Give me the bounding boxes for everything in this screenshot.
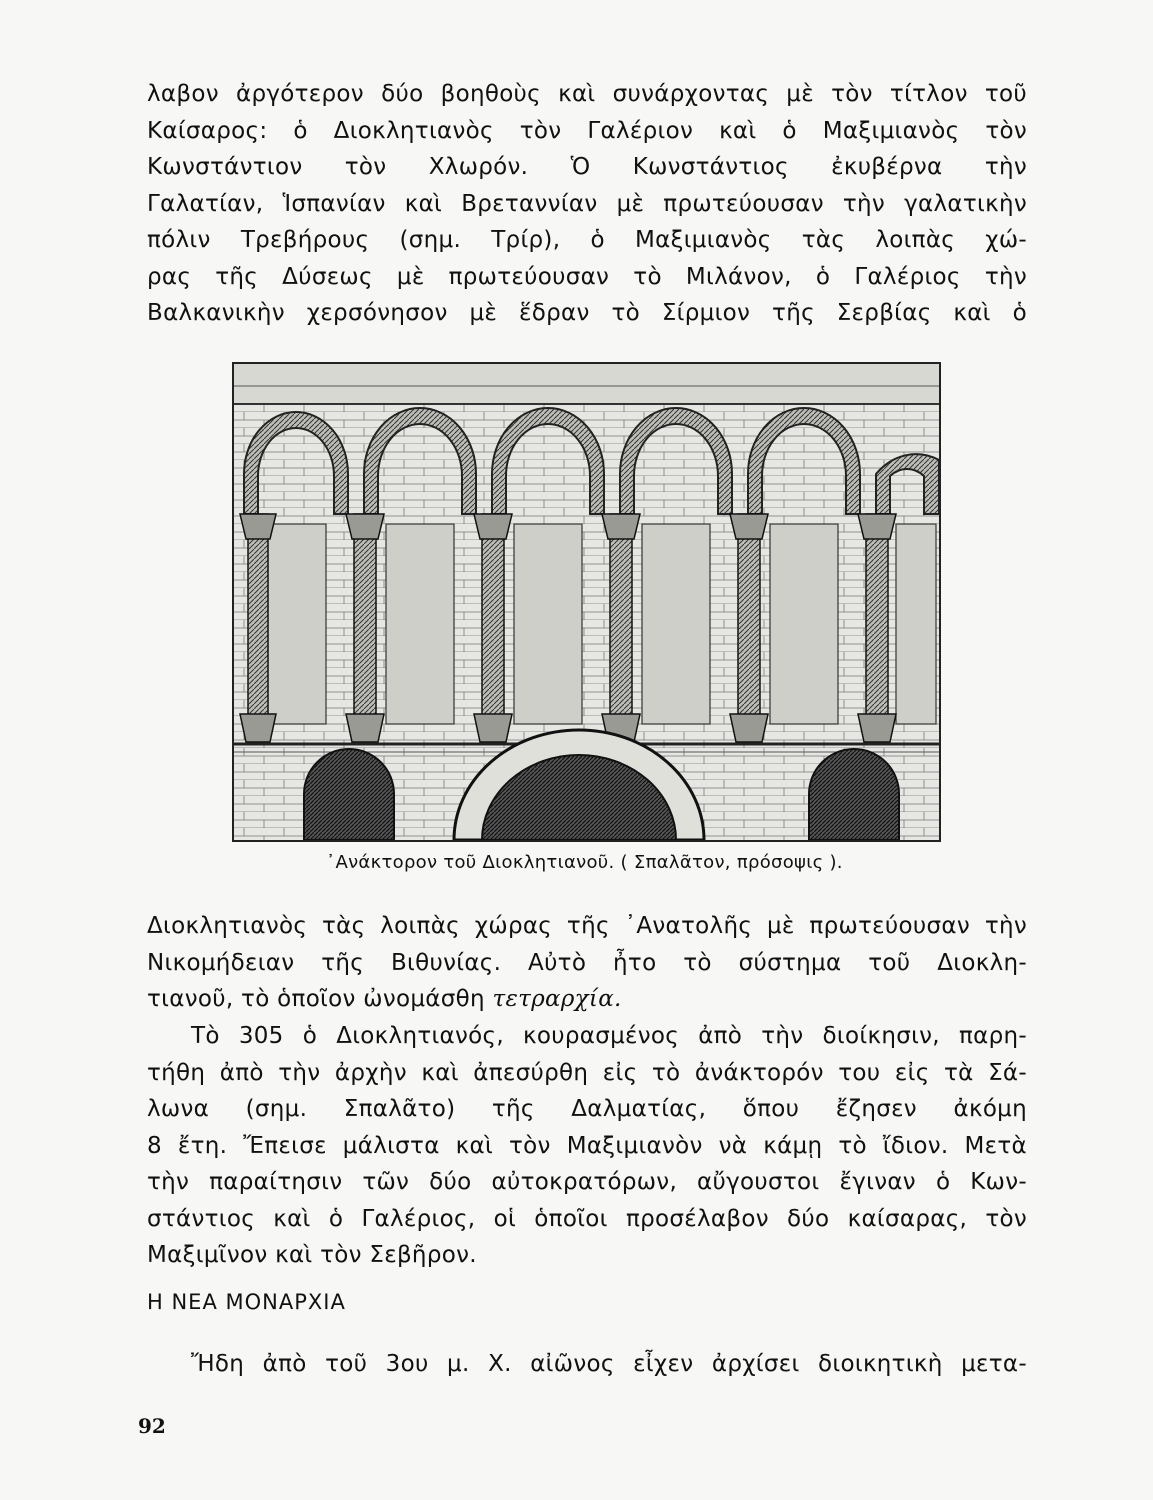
emphasized-term: τετραρχία. [492, 986, 622, 1012]
text-line [147, 981, 1027, 1018]
text-run: τιανοῦ, τὸ ὁποῖον ὠνομάσθη [147, 986, 485, 1012]
paragraph-middle [147, 908, 1027, 1018]
text-line: λωνα (σημ. Σπαλᾶτο) τῆς Δαλματίας, ὅπου ἔζησεν ἀκόμη [147, 1096, 1027, 1122]
text-line: Καίσαρος: ὁ Διοκλητιανὸς τὸν Γαλέριον καὶ ὁ Μαξιμιανὸς τὸν [147, 117, 1027, 144]
text-line: Ἤδη ἀπὸ τοῦ 3ου μ. Χ. αἰῶνος εἶχεν ἀρχίσει διοικητικὴ μετα- [191, 1351, 1027, 1377]
text-line: πόλιν Τρεβήρους (σημ. Τρίρ), ὁ Μαξιμιανὸς τὰς λοιπὰς χώ- [147, 227, 1027, 253]
text-line: Τὸ 305 ὁ Διοκλητιανός, κουρασμένος ἀπὸ τὴν διοίκησιν, παρη- [191, 1023, 1027, 1049]
text-line: 8 ἔτη. Ἔπεισε μάλιστα καὶ τὸν Μαξιμιανὸν νὰ κάμῃ τὸ ἴδιον. Μετὰ [147, 1132, 1027, 1159]
text-line: τήθη ἀπὸ τὴν ἀρχὴν καὶ ἀπεσύρθη εἰς τὸ ἀνάκτορόν του εἰς τὰ Σά- [147, 1059, 1027, 1086]
text-line: Κωνστάντιον τὸν Χλωρόν. Ὁ Κωνστάντιος ἐκυβέρνα τὴν [147, 154, 1027, 180]
text-line: Βαλκανικὴν χερσόνησον μὲ ἕδραν τὸ Σίρμιον τῆς Σερβίας καὶ ὁ [147, 300, 1027, 326]
text-line: τὴν παραίτησιν τῶν δύο αὐτοκρατόρων, αὔγουστοι ἔγιναν ὁ Κων- [147, 1169, 1027, 1195]
section-heading: Η ΝΕΑ ΜΟΝΑΡΧΙΑ [147, 1290, 346, 1314]
paragraph-305 [147, 1018, 1027, 1274]
text-line: Νικομήδειαν τῆς Βιθυνίας. Αὐτὸ ἦτο τὸ σύστημα τοῦ Διοκλη- [147, 949, 1027, 976]
text-line: ρας τῆς Δύσεως μὲ πρωτεύουσαν τὸ Μιλάνον, ὁ Γαλέριος τὴν [147, 263, 1027, 290]
paragraph-last [147, 1346, 1027, 1383]
paragraph-top [147, 76, 1027, 332]
text-line: Γαλατίαν, Ἱσπανίαν καὶ Βρεταννίαν μὲ πρωτεύουσαν τὴν γαλατικὴν [147, 190, 1027, 217]
text-line: Μαξιμῖνον καὶ τὸν Σεβῆρον. [147, 1242, 477, 1268]
text-line: Διοκλητιανὸς τὰς λοιπὰς χώρας τῆς ᾽Ανατολῆς μὲ πρωτεύουσαν τὴν [147, 913, 1027, 939]
text-line: στάντιος καὶ ὁ Γαλέριος, οἱ ὁποῖοι προσέλαβον δύο καίσαρας, τὸν [147, 1205, 1027, 1232]
figure-caption: ᾽Ανάκτορον τοῦ Διοκλητιανοῦ. ( Σπαλᾶτον, πρόσοψις ). [326, 852, 843, 873]
arcade-engraving [234, 364, 939, 840]
text-line: λαβον ἀργότερον δύο βοηθοὺς καὶ συνάρχοντας μὲ τὸν τίτλον τοῦ [147, 81, 1027, 107]
palace-illustration [232, 362, 941, 842]
page-number: 92 [138, 1414, 166, 1438]
